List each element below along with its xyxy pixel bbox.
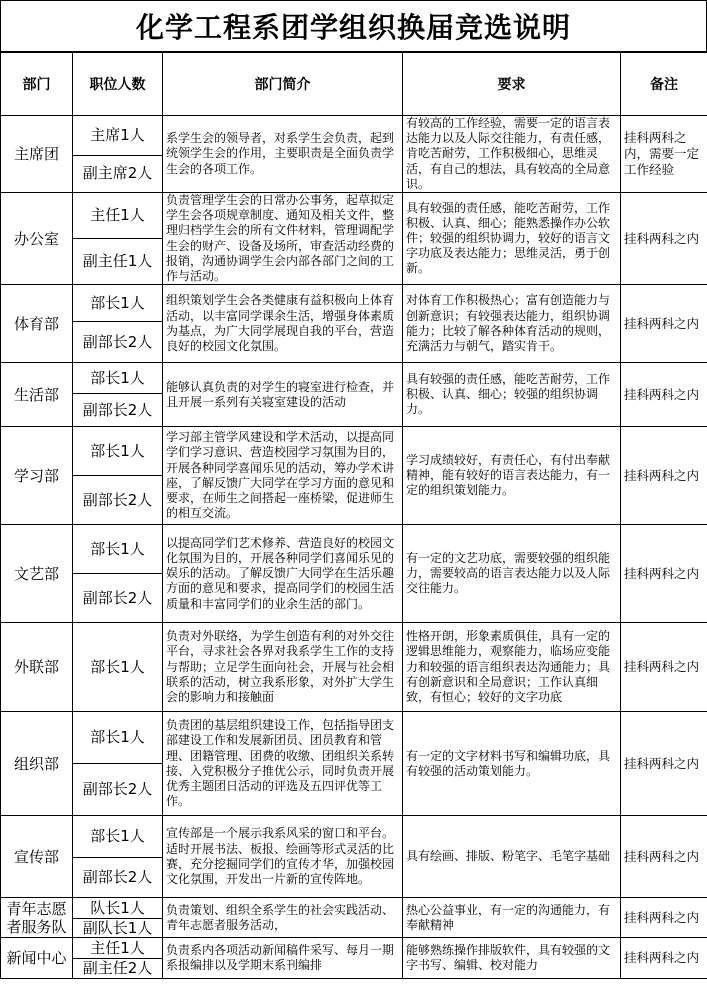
dept-name: 宣传部 <box>1 816 73 898</box>
dept-name: 新闻中心 <box>1 938 73 979</box>
dept-intro: 负责策划、组织全系学生的社会实践活动、青年志愿者服务活动， <box>166 902 395 932</box>
dept-intro: 系学生会的领导者，对系学生会负责，起到统领学生会的作用，主要职责是全面负责学生会的各项工作。 <box>166 131 395 176</box>
position-count: 副队长1人 <box>73 919 163 938</box>
table-row <box>1 427 707 476</box>
dept-name: 学习部 <box>1 427 73 525</box>
dept-note: 挂科两科之内 <box>621 898 707 938</box>
dept-requirements: 有一定的文字材料书写和编辑功底，具有较强的活动策划能力。 <box>406 748 611 778</box>
dept-note: 挂科两科之内 <box>621 623 707 712</box>
dept-name: 青年志愿者服务队 <box>1 898 73 938</box>
table-row <box>1 285 707 322</box>
dept-requirements-cell <box>403 525 621 623</box>
dept-requirements: 性格开朗，形象素质俱佳，具有一定的逻辑思维能力，观察能力，临场应变能力和较强的语言组织表达沟通能力；具有创新意识和全局意识；工作认真细致，有恒心；较好的文字功底 <box>406 629 611 705</box>
dept-intro-cell <box>163 525 403 623</box>
dept-requirements-cell <box>403 116 621 193</box>
position-count: 副主任2人 <box>73 959 163 979</box>
dept-requirements-cell <box>403 363 621 427</box>
dept-intro: 宣传部是一个展示我系风采的窗口和平台。适时开展书法、板报、绘画等形式灵活的比赛，充分挖掘同学们的宣传才华，加强校园文化氛围，开发出一片新的宣传阵地。 <box>166 826 395 886</box>
dept-intro: 负责系内各项活动新闻稿件采写、每月一期系报编排以及学期末系刊编排 <box>166 943 395 973</box>
dept-requirements: 有较高的工作经验，需要一定的语言表达能力以及人际交往能力，有责任感，肯吃苦耐劳，工作积极细心，思维灵活，有自己的想法，具有较高的全局意识。 <box>406 116 611 191</box>
dept-intro-cell <box>163 898 403 938</box>
header-intro: 部门简介 <box>163 53 403 116</box>
header-positions: 职位人数 <box>73 53 163 116</box>
dept-requirements-cell <box>403 816 621 898</box>
dept-note: 挂科两科之内 <box>621 427 707 525</box>
dept-name: 体育部 <box>1 285 73 363</box>
election-table <box>0 52 707 979</box>
position-count: 部长1人 <box>73 363 163 394</box>
dept-requirements: 热心公益事业，有一定的沟通能力，有奉献精神 <box>406 902 611 932</box>
position-count: 副主任1人 <box>73 239 163 285</box>
table-row <box>1 623 707 712</box>
position-count: 部长1人 <box>73 525 163 574</box>
dept-intro: 能够认真负责的对学生的寝室进行检查，并且开展一系列有关寝室建设的活动 <box>166 379 395 409</box>
header-requirements: 要求 <box>403 53 621 116</box>
dept-intro-cell <box>163 193 403 285</box>
dept-intro-cell <box>163 623 403 712</box>
dept-intro-cell <box>163 427 403 525</box>
dept-intro: 负责团的基层组织建设工作，包括指导团支部建设工作和发展新团员、团员教育和管理、团籍管理、团费的收缴、团组织关系转接、入党积极分子推优公示，同时负责开展优秀主题团日活动的评选及五四评优等工作。 <box>166 718 395 809</box>
header-row <box>1 53 707 116</box>
position-count: 副主席2人 <box>73 155 163 192</box>
position-count: 部长1人 <box>73 285 163 322</box>
dept-requirements-cell <box>403 285 621 363</box>
position-count: 副部长2人 <box>73 858 163 898</box>
dept-note: 挂科两科之内 <box>621 712 707 816</box>
table-row <box>1 363 707 394</box>
header-dept: 部门 <box>1 53 73 116</box>
dept-note: 挂科两科之内 <box>621 816 707 898</box>
dept-intro: 负责管理学生会的日常办公事务，起草拟定学生会各项规章制度、通知及相关文件，整理归档学生会的所有文件材料，管理调配学生会的财产、设备及场所，审查活动经费的报销，沟通协调学生会内部各部门之间的工作与活动。 <box>166 193 395 284</box>
position-count: 部长1人 <box>73 623 163 712</box>
dept-note: 挂科两科之内，需要一定工作经验 <box>621 116 707 193</box>
dept-note: 挂科两科之内 <box>621 525 707 623</box>
dept-intro-cell <box>163 116 403 193</box>
position-count: 部长1人 <box>73 427 163 476</box>
dept-note: 挂科两科之内 <box>621 363 707 427</box>
position-count: 主任1人 <box>73 938 163 959</box>
table-row <box>1 193 707 239</box>
position-count: 部长1人 <box>73 712 163 764</box>
page-title: 化学工程系团学组织换届竞选说明 <box>0 0 707 52</box>
dept-note: 挂科两科之内 <box>621 193 707 285</box>
position-count: 队长1人 <box>73 898 163 919</box>
position-count: 副部长2人 <box>73 394 163 427</box>
table-row <box>1 525 707 574</box>
position-count: 副部长2人 <box>73 476 163 525</box>
dept-note: 挂科两科之内 <box>621 285 707 363</box>
table-body <box>1 116 707 979</box>
position-count: 主席1人 <box>73 116 163 156</box>
dept-name: 生活部 <box>1 363 73 427</box>
dept-intro-cell <box>163 363 403 427</box>
dept-intro: 负责对外联络，为学生创造有利的对外交往平台，寻求社会各界对我系学生工作的支持与帮助；立足学生面向社会，开展与社会相联系的活动，树立我系形象，对外扩大学生会的影响力和接触面 <box>166 629 395 705</box>
dept-requirements-cell <box>403 427 621 525</box>
dept-requirements-cell <box>403 898 621 938</box>
dept-name: 主席团 <box>1 116 73 193</box>
dept-requirements: 具有绘画、排版、粉笔字、毛笔字基础 <box>406 849 611 864</box>
position-count: 副部长2人 <box>73 764 163 816</box>
position-count: 副部长2人 <box>73 322 163 363</box>
dept-intro-cell <box>163 285 403 363</box>
table-row <box>1 712 707 764</box>
dept-requirements-cell <box>403 712 621 816</box>
dept-requirements-cell <box>403 193 621 285</box>
dept-intro-cell <box>163 816 403 898</box>
position-count: 副部长2人 <box>73 574 163 623</box>
dept-name: 文艺部 <box>1 525 73 623</box>
table-row <box>1 938 707 959</box>
dept-intro-cell <box>163 712 403 816</box>
dept-name: 办公室 <box>1 193 73 285</box>
dept-requirements-cell <box>403 623 621 712</box>
dept-requirements: 学习成绩较好，有责任心，有付出奉献精神，能有较好的语言表达能力，有一定的组织策划能力。 <box>406 452 611 498</box>
dept-requirements: 具有较强的责任感，能吃苦耐劳，工作积极、认真、细心；能熟悉操作办公软件；较强的组织协调力，较好的语言文字功底及表达能力；思维灵活，勇于创新。 <box>406 200 611 276</box>
dept-requirements: 有一定的文艺功底，需要较强的组织能力，需要较高的语言表达能力以及人际交往能力。 <box>406 550 611 596</box>
dept-name: 外联部 <box>1 623 73 712</box>
header-notes: 备注 <box>621 53 707 116</box>
dept-requirements: 具有较强的责任感，能吃苦耐劳，工作积极、认真、细心；较强的组织协调力。 <box>406 371 611 417</box>
dept-requirements: 能够熟练操作排版软件，具有较强的文字书写、编辑、校对能力 <box>406 943 611 973</box>
dept-note: 挂科两科之内 <box>621 938 707 979</box>
dept-requirements-cell <box>403 938 621 979</box>
dept-intro: 学习部主管学风建设和学术活动，以提高同学们学习意识、营造校园学习氛围为目的，开展各种同学喜闻乐见的活动，筹办学术讲座，了解反馈广大同学在学习方面的意见和要求，在师生之间搭起一座桥梁，促进师生的相互交流。 <box>166 430 395 521</box>
table-row <box>1 816 707 858</box>
position-count: 主任1人 <box>73 193 163 239</box>
dept-name: 组织部 <box>1 712 73 816</box>
dept-intro: 组织策划学生会各类健康有益积极向上体育活动，以丰富同学课余生活，增强身体素质为基点，为广大同学展现自我的平台，营造良好的校园文化氛围。 <box>166 293 395 353</box>
position-count: 部长1人 <box>73 816 163 858</box>
table-row <box>1 898 707 919</box>
dept-intro: 以提高同学们艺术修养、营造良好的校园文化氛围为目的，开展各种同学们喜闻乐见的娱乐的活动。了解反馈广大同学在生活乐趣方面的意见和要求，提高同学们的校园生活质量和丰富同学们的业余生活的部门。 <box>166 535 395 611</box>
table-row <box>1 116 707 156</box>
dept-intro-cell <box>163 938 403 979</box>
dept-requirements: 对体育工作积极热心；富有创造能力与创新意识；有较强表达能力，组织协调能力；比较了解各种体育活动的规则，充满活力与朝气，踏实肯干。 <box>406 293 611 353</box>
